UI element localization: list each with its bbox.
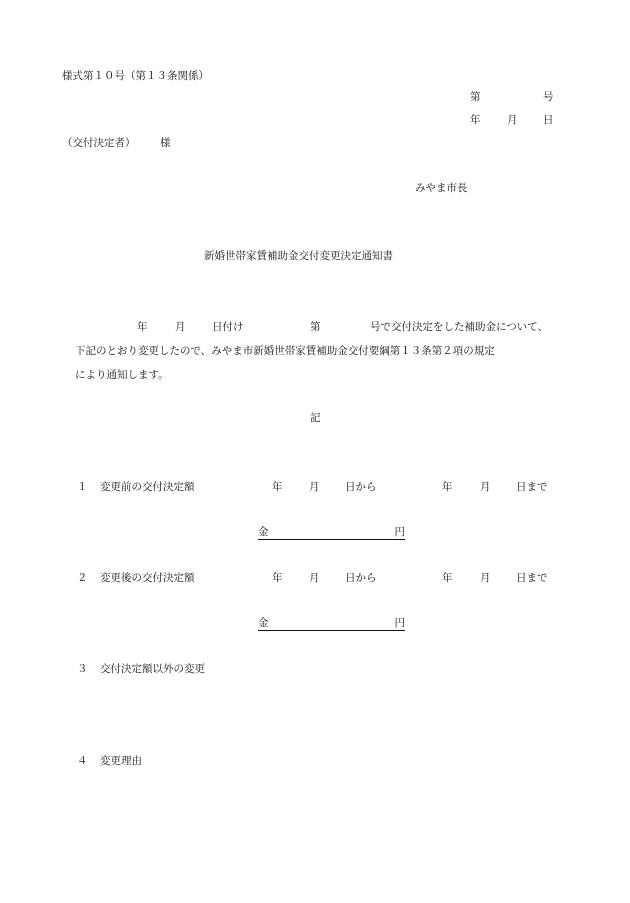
item-1-from-year: 年 bbox=[272, 481, 283, 493]
item-1-number: １ bbox=[77, 481, 88, 493]
body-line3: により通知します。 bbox=[75, 369, 169, 381]
item-1-to-month: 月 bbox=[480, 481, 491, 493]
item-2-to-month: 月 bbox=[480, 572, 491, 584]
item-2-to-year: 年 bbox=[442, 572, 453, 584]
item-2-from-day: 日から bbox=[345, 572, 377, 584]
item-1-from-month: 月 bbox=[309, 481, 320, 493]
body-line1-rest: 号で交付決定をした補助金について、 bbox=[370, 321, 549, 333]
item-2-amount-line bbox=[258, 616, 405, 631]
date-month: 月 bbox=[507, 114, 518, 126]
body-month: 月 bbox=[175, 321, 186, 333]
item-2-from-year: 年 bbox=[272, 572, 283, 584]
ki-heading: 記 bbox=[310, 412, 321, 424]
item-3-number: ３ bbox=[77, 663, 88, 675]
recipient-honorific: 様 bbox=[160, 137, 171, 149]
document-title: 新婚世帯家賃補助金交付変更決定通知書 bbox=[204, 250, 393, 262]
item-3-label: 交付決定額以外の変更 bbox=[100, 663, 205, 675]
date-day: 日 bbox=[543, 114, 554, 126]
item-2-number: ２ bbox=[77, 572, 88, 584]
doc-number-prefix: 第 bbox=[470, 91, 481, 103]
item-2-amount-prefix: 金 bbox=[258, 617, 269, 629]
item-1-label: 変更前の交付決定額 bbox=[100, 481, 195, 493]
body-year: 年 bbox=[137, 321, 148, 333]
item-2-from-month: 月 bbox=[309, 572, 320, 584]
item-2-to-day: 日まで bbox=[516, 572, 548, 584]
item-1-from-day: 日から bbox=[345, 481, 377, 493]
form-number: 様式第１０号（第１３条関係） bbox=[62, 70, 209, 82]
item-1-amount-prefix: 金 bbox=[258, 526, 269, 538]
item-4-label: 変更理由 bbox=[100, 755, 142, 767]
item-2-amount-suffix: 円 bbox=[394, 617, 405, 629]
date-year: 年 bbox=[470, 114, 481, 126]
body-line2: 下記のとおり変更したので、みやま市新婚世帯家賃補助金交付要綱第１３条第２項の規定 bbox=[75, 345, 495, 357]
item-4-number: ４ bbox=[77, 755, 88, 767]
item-1-to-year: 年 bbox=[442, 481, 453, 493]
item-1-to-day: 日まで bbox=[516, 481, 548, 493]
item-2-label: 変更後の交付決定額 bbox=[100, 572, 195, 584]
body-dated: 日付け bbox=[212, 321, 244, 333]
item-1-amount-line bbox=[258, 525, 405, 540]
doc-number-suffix: 号 bbox=[543, 91, 554, 103]
item-1-amount-suffix: 円 bbox=[394, 526, 405, 538]
issuer: みやま市長 bbox=[415, 182, 468, 194]
body-number-prefix: 第 bbox=[310, 321, 321, 333]
recipient: （交付決定者） bbox=[62, 137, 136, 149]
